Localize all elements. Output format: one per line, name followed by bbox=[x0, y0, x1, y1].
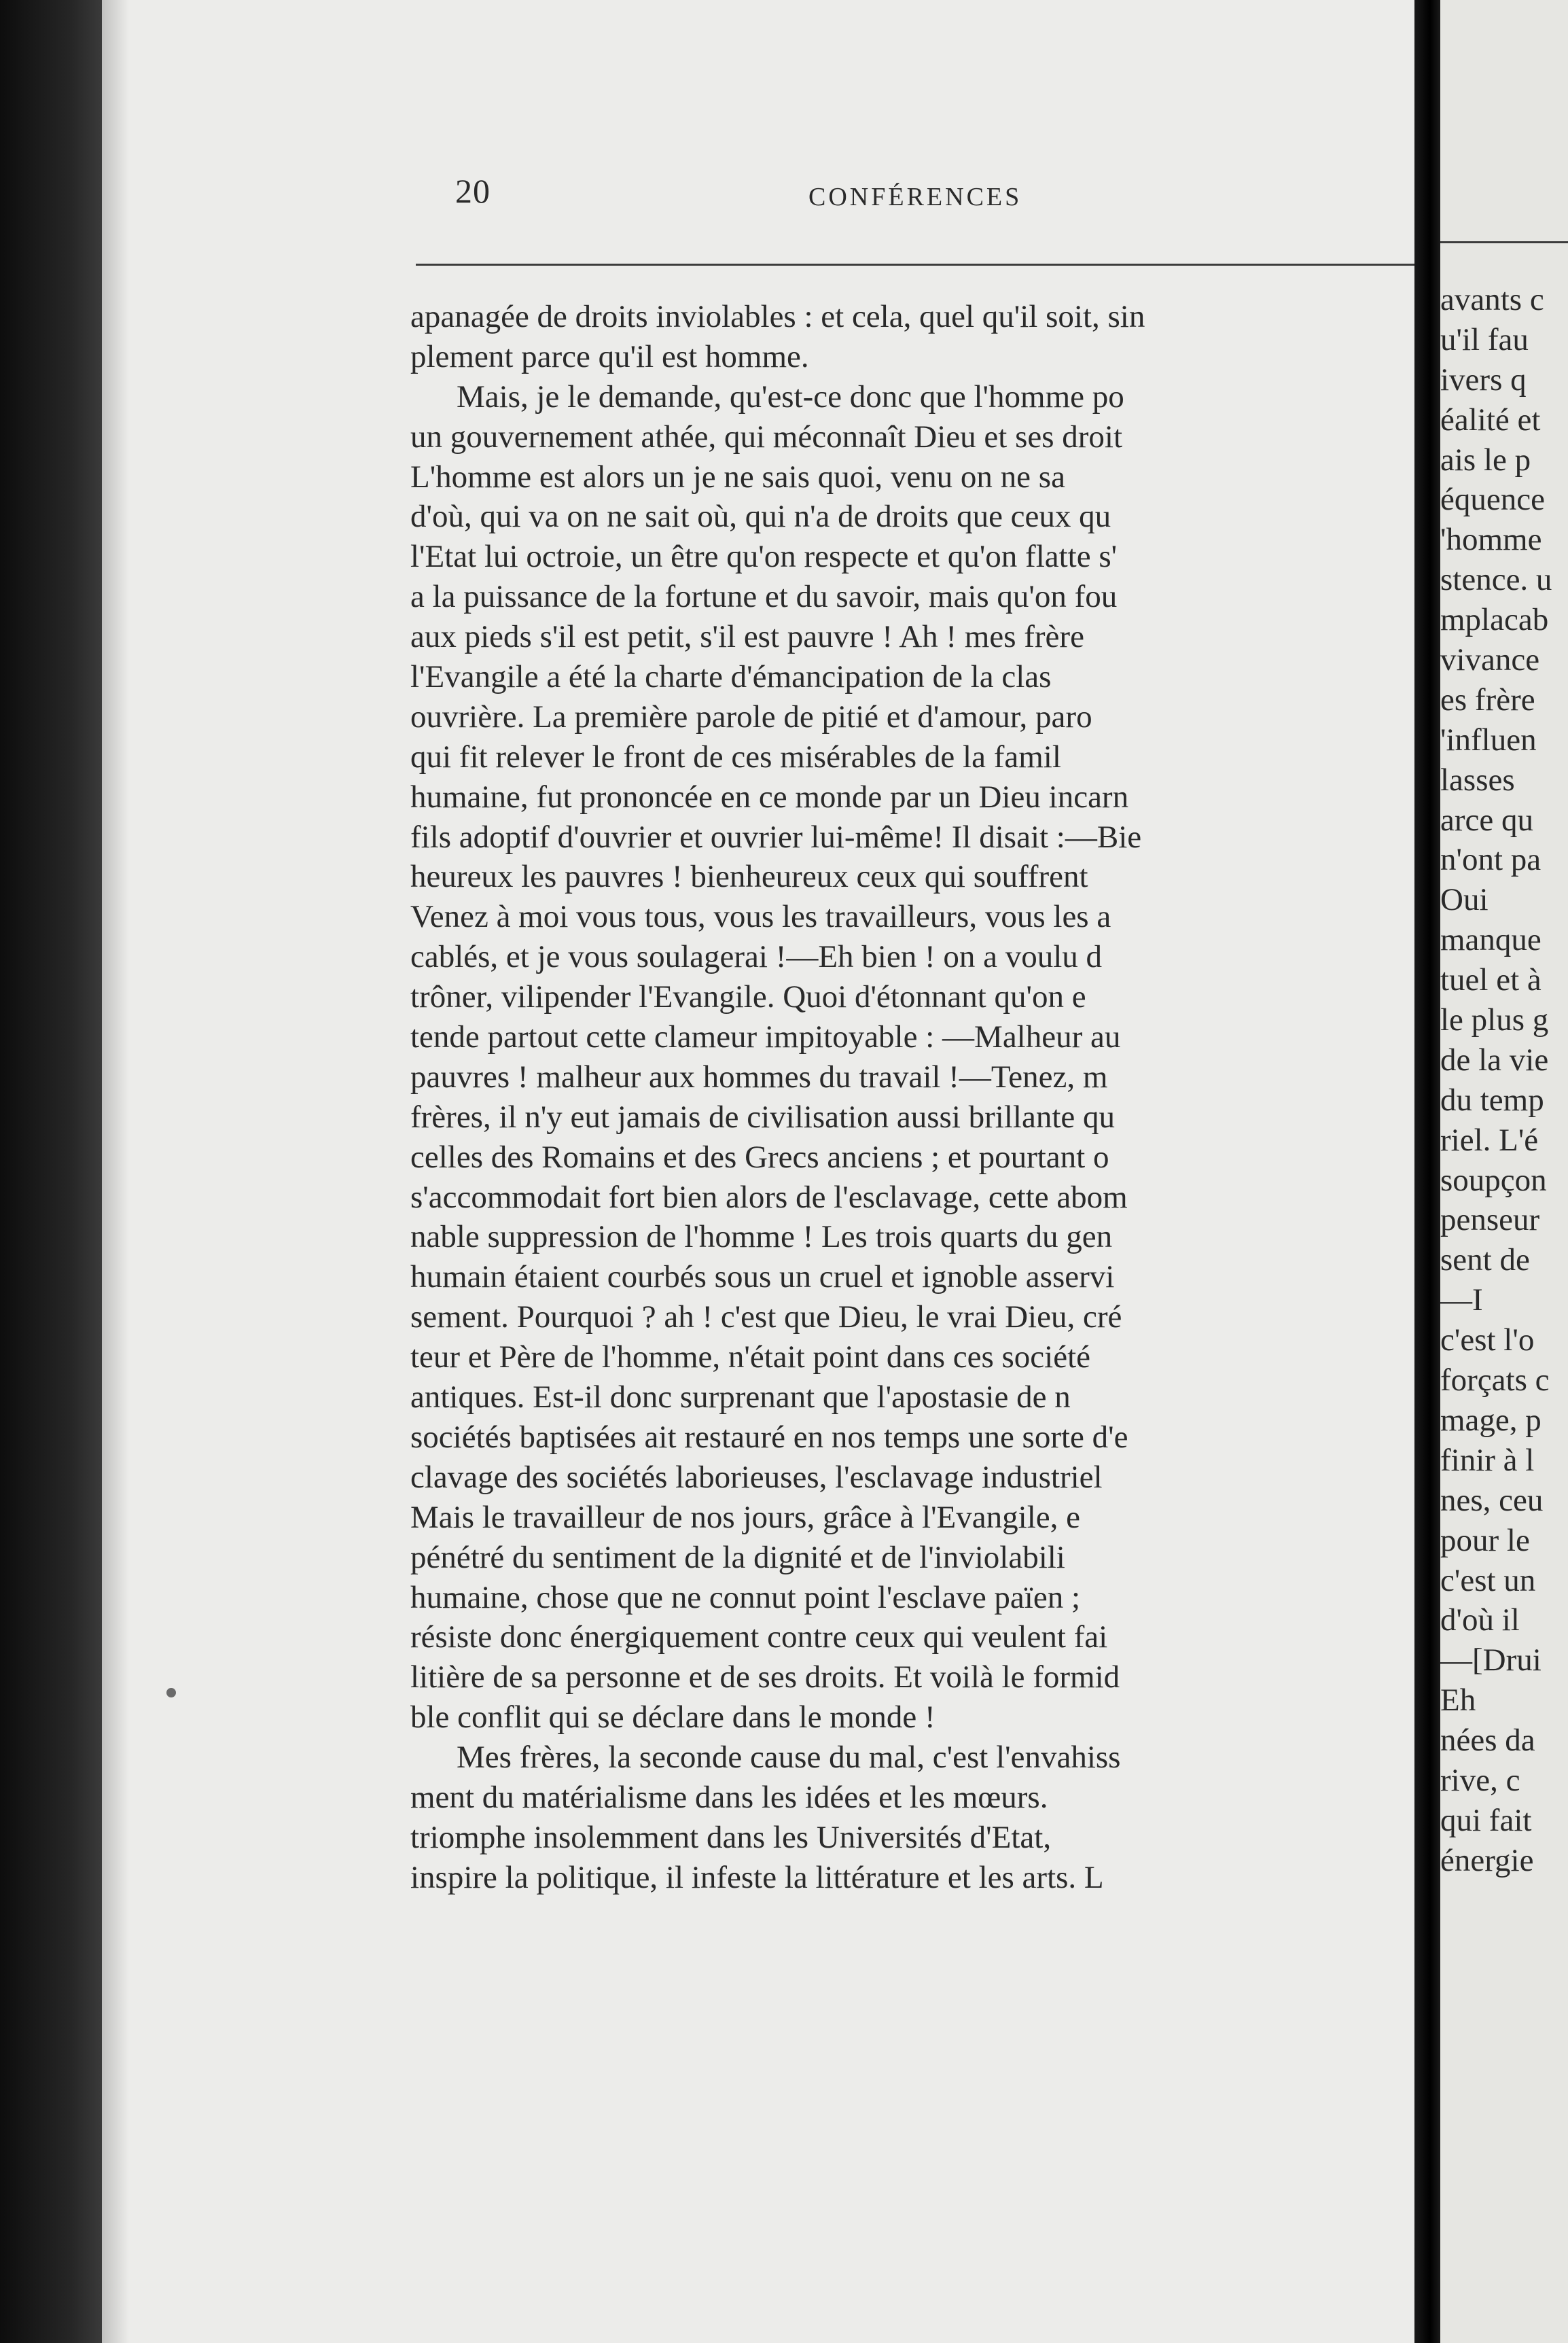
facing-text-line: 'homme bbox=[1440, 522, 1542, 558]
facing-text-line: nées da bbox=[1440, 1723, 1535, 1759]
text-line: qui fit relever le front de ces misérables de la famil bbox=[410, 739, 1061, 775]
text-line: antiques. Est-il donc surprenant que l'apostasie de n bbox=[410, 1379, 1071, 1415]
facing-page-text bbox=[1440, 280, 1568, 1881]
text-line: L'homme est alors un je ne sais quoi, venu on ne sa bbox=[410, 459, 1065, 495]
facing-text-line: Eh bbox=[1440, 1683, 1476, 1719]
text-line: Venez à moi vous tous, vous les travailleurs, vous les a bbox=[410, 899, 1111, 935]
text-line: inspire la politique, il infeste la littérature et les arts. L bbox=[410, 1859, 1104, 1895]
text-line: ble conflit qui se déclare dans le monde ! bbox=[410, 1699, 936, 1736]
facing-text-line: ais le p bbox=[1440, 442, 1531, 478]
running-title: CONFÉRENCES bbox=[808, 183, 1022, 211]
facing-text-line: rive, c bbox=[1440, 1762, 1520, 1798]
text-line: aux pieds s'il est petit, s'il est pauvre ! Ah ! mes frère bbox=[410, 619, 1084, 655]
text-line: pénétré du sentiment de la dignité et de l'inviolabili bbox=[410, 1539, 1065, 1575]
facing-text-line: stence. u bbox=[1440, 562, 1552, 598]
text-line: Mais, je le demande, qu'est-ce donc que l'homme po bbox=[457, 378, 1124, 415]
text-line: Mes frères, la seconde cause du mal, c'est l'envahiss bbox=[457, 1740, 1121, 1776]
text-line: trôner, vilipender l'Evangile. Quoi d'étonnant qu'on e bbox=[410, 979, 1086, 1015]
text-line: Mais le travailleur de nos jours, grâce à l'Evangile, e bbox=[410, 1499, 1080, 1535]
text-line: humaine, chose que ne connut point l'esclave païen ; bbox=[410, 1579, 1081, 1615]
facing-text-line: es frère bbox=[1440, 682, 1535, 718]
facing-page-rule bbox=[1440, 241, 1568, 243]
facing-text-line: penseur bbox=[1440, 1202, 1540, 1238]
header-rule bbox=[416, 264, 1427, 266]
text-line: l'Etat lui octroie, un être qu'on respecte et qu'on flatte s' bbox=[410, 539, 1118, 575]
facing-text-line: arce qu bbox=[1440, 802, 1533, 838]
text-line: sociétés baptisées ait restauré en nos temps une sorte d'e bbox=[410, 1419, 1128, 1455]
facing-text-line: riel. L'é bbox=[1440, 1122, 1539, 1158]
facing-text-line: éalité et bbox=[1440, 402, 1541, 438]
facing-text-line: de la vie bbox=[1440, 1042, 1549, 1078]
facing-text-line: pour le bbox=[1440, 1522, 1530, 1558]
facing-text-line: —[Drui bbox=[1440, 1642, 1542, 1678]
facing-text-line: sent de bbox=[1440, 1242, 1530, 1278]
facing-text-line: mplacab bbox=[1440, 602, 1549, 638]
text-line: nable suppression de l'homme ! Les trois quarts du gen bbox=[410, 1219, 1113, 1255]
body-text bbox=[410, 297, 1409, 1941]
text-line: teur et Père de l'homme, n'était point dans ces société bbox=[410, 1339, 1090, 1375]
facing-text-line: ivers q bbox=[1440, 362, 1527, 398]
text-line: fils adoptif d'ouvrier et ouvrier lui-même! Il disait :—Bie bbox=[410, 819, 1142, 855]
facing-text-line: avants c bbox=[1440, 282, 1544, 317]
facing-text-line: équence bbox=[1440, 482, 1545, 518]
facing-text-line: soupçon bbox=[1440, 1162, 1547, 1198]
facing-text-line: le plus g bbox=[1440, 1002, 1549, 1038]
facing-text-line: tuel et à bbox=[1440, 962, 1542, 998]
facing-text-line: manque bbox=[1440, 922, 1542, 958]
page-shadow bbox=[102, 0, 129, 2343]
facing-text-line: du temp bbox=[1440, 1082, 1544, 1118]
text-line: clavage des sociétés laborieuses, l'esclavage industriel bbox=[410, 1459, 1103, 1495]
text-line: humaine, fut prononcée en ce monde par un Dieu incarn bbox=[410, 779, 1129, 815]
text-line: litière de sa personne et de ses droits. Et voilà le formid bbox=[410, 1659, 1120, 1695]
book-gutter bbox=[1414, 0, 1440, 2343]
paper-speck bbox=[166, 1688, 176, 1697]
text-line: pauvres ! malheur aux hommes du travail !—Tenez, m bbox=[410, 1059, 1108, 1095]
facing-text-line: c'est l'o bbox=[1440, 1322, 1535, 1358]
text-line: ouvrière. La première parole de pitié et d'amour, paro bbox=[410, 699, 1092, 735]
text-line: humain étaient courbés sous un cruel et ignoble asservi bbox=[410, 1259, 1115, 1295]
facing-text-line: forçats c bbox=[1440, 1362, 1550, 1398]
text-line: apanagée de droits inviolables : et cela, quel qu'il soit, sin bbox=[410, 299, 1145, 334]
facing-text-line: c'est un bbox=[1440, 1562, 1536, 1598]
text-line: cablés, et je vous soulagerai !—Eh bien ! on a voulu d bbox=[410, 939, 1103, 975]
facing-text-line: n'ont pa bbox=[1440, 842, 1542, 878]
text-line: plement parce qu'il est homme. bbox=[410, 338, 809, 374]
text-line: celles des Romains et des Grecs anciens ; et pourtant o bbox=[410, 1139, 1109, 1175]
facing-text-line: énergie bbox=[1440, 1842, 1534, 1878]
scan-left-border bbox=[0, 0, 102, 2343]
facing-text-line: vivance bbox=[1440, 642, 1540, 678]
text-line: heureux les pauvres ! bienheureux ceux qui souffrent bbox=[410, 859, 1088, 895]
facing-text-line: mage, p bbox=[1440, 1402, 1542, 1438]
facing-text-line: Oui bbox=[1440, 882, 1489, 918]
page-number: 20 bbox=[455, 172, 491, 210]
text-line: s'accommodait fort bien alors de l'esclavage, cette abom bbox=[410, 1179, 1128, 1215]
text-line: résiste donc énergiquement contre ceux qui veulent fai bbox=[410, 1619, 1108, 1655]
text-line: triomphe insolemment dans les Universités d'Etat, bbox=[410, 1819, 1052, 1855]
facing-text-line: 'influen bbox=[1440, 722, 1537, 758]
facing-text-line: nes, ceu bbox=[1440, 1482, 1544, 1518]
facing-text-line: u'il fau bbox=[1440, 321, 1529, 357]
facing-text-line: d'où il bbox=[1440, 1602, 1520, 1638]
text-line: l'Evangile a été la charte d'émancipation de la clas bbox=[410, 659, 1052, 695]
facing-text-line: finir à l bbox=[1440, 1442, 1535, 1478]
text-line: a la puissance de la fortune et du savoir, mais qu'on fou bbox=[410, 579, 1118, 615]
text-line: un gouvernement athée, qui méconnaît Dieu et ses droit bbox=[410, 419, 1123, 455]
text-line: tende partout cette clameur impitoyable : —Malheur au bbox=[410, 1019, 1121, 1055]
facing-text-line: lasses bbox=[1440, 762, 1515, 798]
facing-text-line: qui fait bbox=[1440, 1802, 1532, 1838]
text-line: ment du matérialisme dans les idées et les mœurs. bbox=[410, 1779, 1048, 1815]
text-line: d'où, qui va on ne sait où, qui n'a de droits que ceux qu bbox=[410, 499, 1111, 535]
facing-text-line: —I bbox=[1440, 1282, 1483, 1318]
text-line: sement. Pourquoi ? ah ! c'est que Dieu, le vrai Dieu, cré bbox=[410, 1299, 1122, 1335]
facing-page-fragment bbox=[1440, 0, 1568, 2343]
text-line: frères, il n'y eut jamais de civilisation aussi brillante qu bbox=[410, 1099, 1115, 1135]
